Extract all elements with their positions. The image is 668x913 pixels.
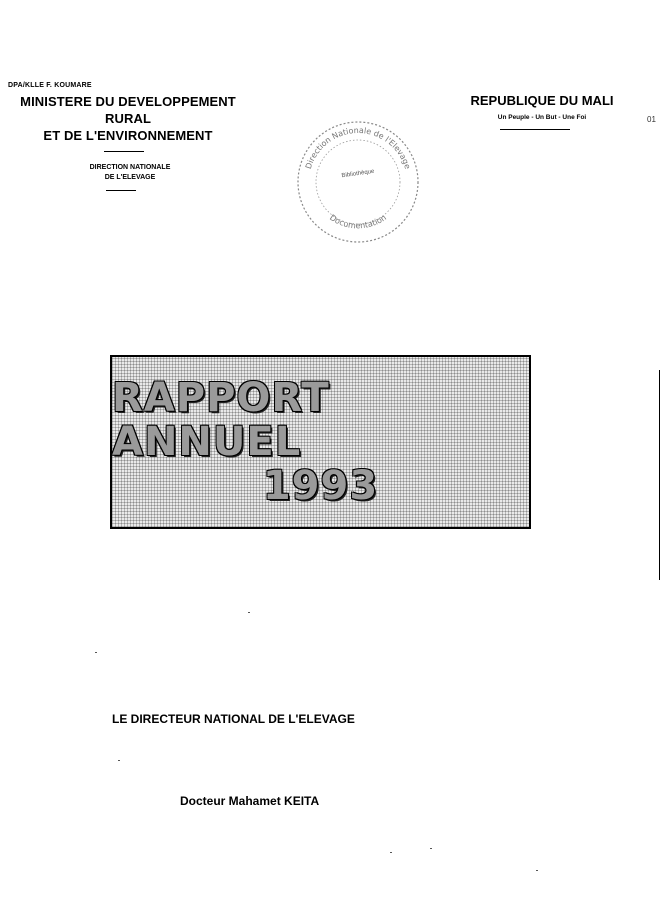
page-number: 01 <box>647 115 656 124</box>
scan-speck <box>390 852 392 853</box>
signatory-name: Docteur Mahamet KEITA <box>180 794 320 808</box>
report-year: 1993 <box>262 463 379 509</box>
scan-speck <box>248 612 250 613</box>
ministry-divider <box>104 151 144 152</box>
national-motto: Un Peuple - Un But - Une Foi <box>497 114 587 121</box>
direction-line-1: DIRECTION NATIONALE <box>89 164 171 171</box>
scan-speck <box>95 652 97 653</box>
ministry-line-2: RURAL <box>105 111 151 126</box>
report-title: RAPPORT ANNUEL <box>112 375 330 465</box>
stamp-ring-text: Direction Nationale de l'Elevage <box>303 125 413 171</box>
stamp-bottom-text: Documentation <box>328 212 388 231</box>
report-title-box <box>110 355 531 529</box>
direction-divider <box>106 190 136 191</box>
country-name: REPUBLIQUE DU MALI <box>470 93 614 108</box>
ministry-name <box>10 93 246 144</box>
scan-speck <box>430 848 432 849</box>
ministry-line-3: ET DE L'ENVIRONNEMENT <box>43 128 213 143</box>
library-stamp <box>293 117 423 247</box>
direction-line-2: DE L'ELEVAGE <box>104 174 156 181</box>
direction-name <box>40 163 220 183</box>
motto-divider <box>500 129 570 130</box>
scan-speck <box>536 870 538 871</box>
scan-speck <box>118 760 120 761</box>
stamp-center-text: Bibliothèque <box>341 168 375 180</box>
signatory-role: LE DIRECTEUR NATIONAL DE L'ELEVAGE <box>112 712 355 726</box>
ministry-line-1: MINISTERE DU DEVELOPPEMENT <box>20 94 236 109</box>
stamp-inner-ring <box>316 140 400 224</box>
scan-edge-line <box>659 370 660 580</box>
reference-code: DPA/KLLE F. KOUMARE <box>8 82 92 89</box>
